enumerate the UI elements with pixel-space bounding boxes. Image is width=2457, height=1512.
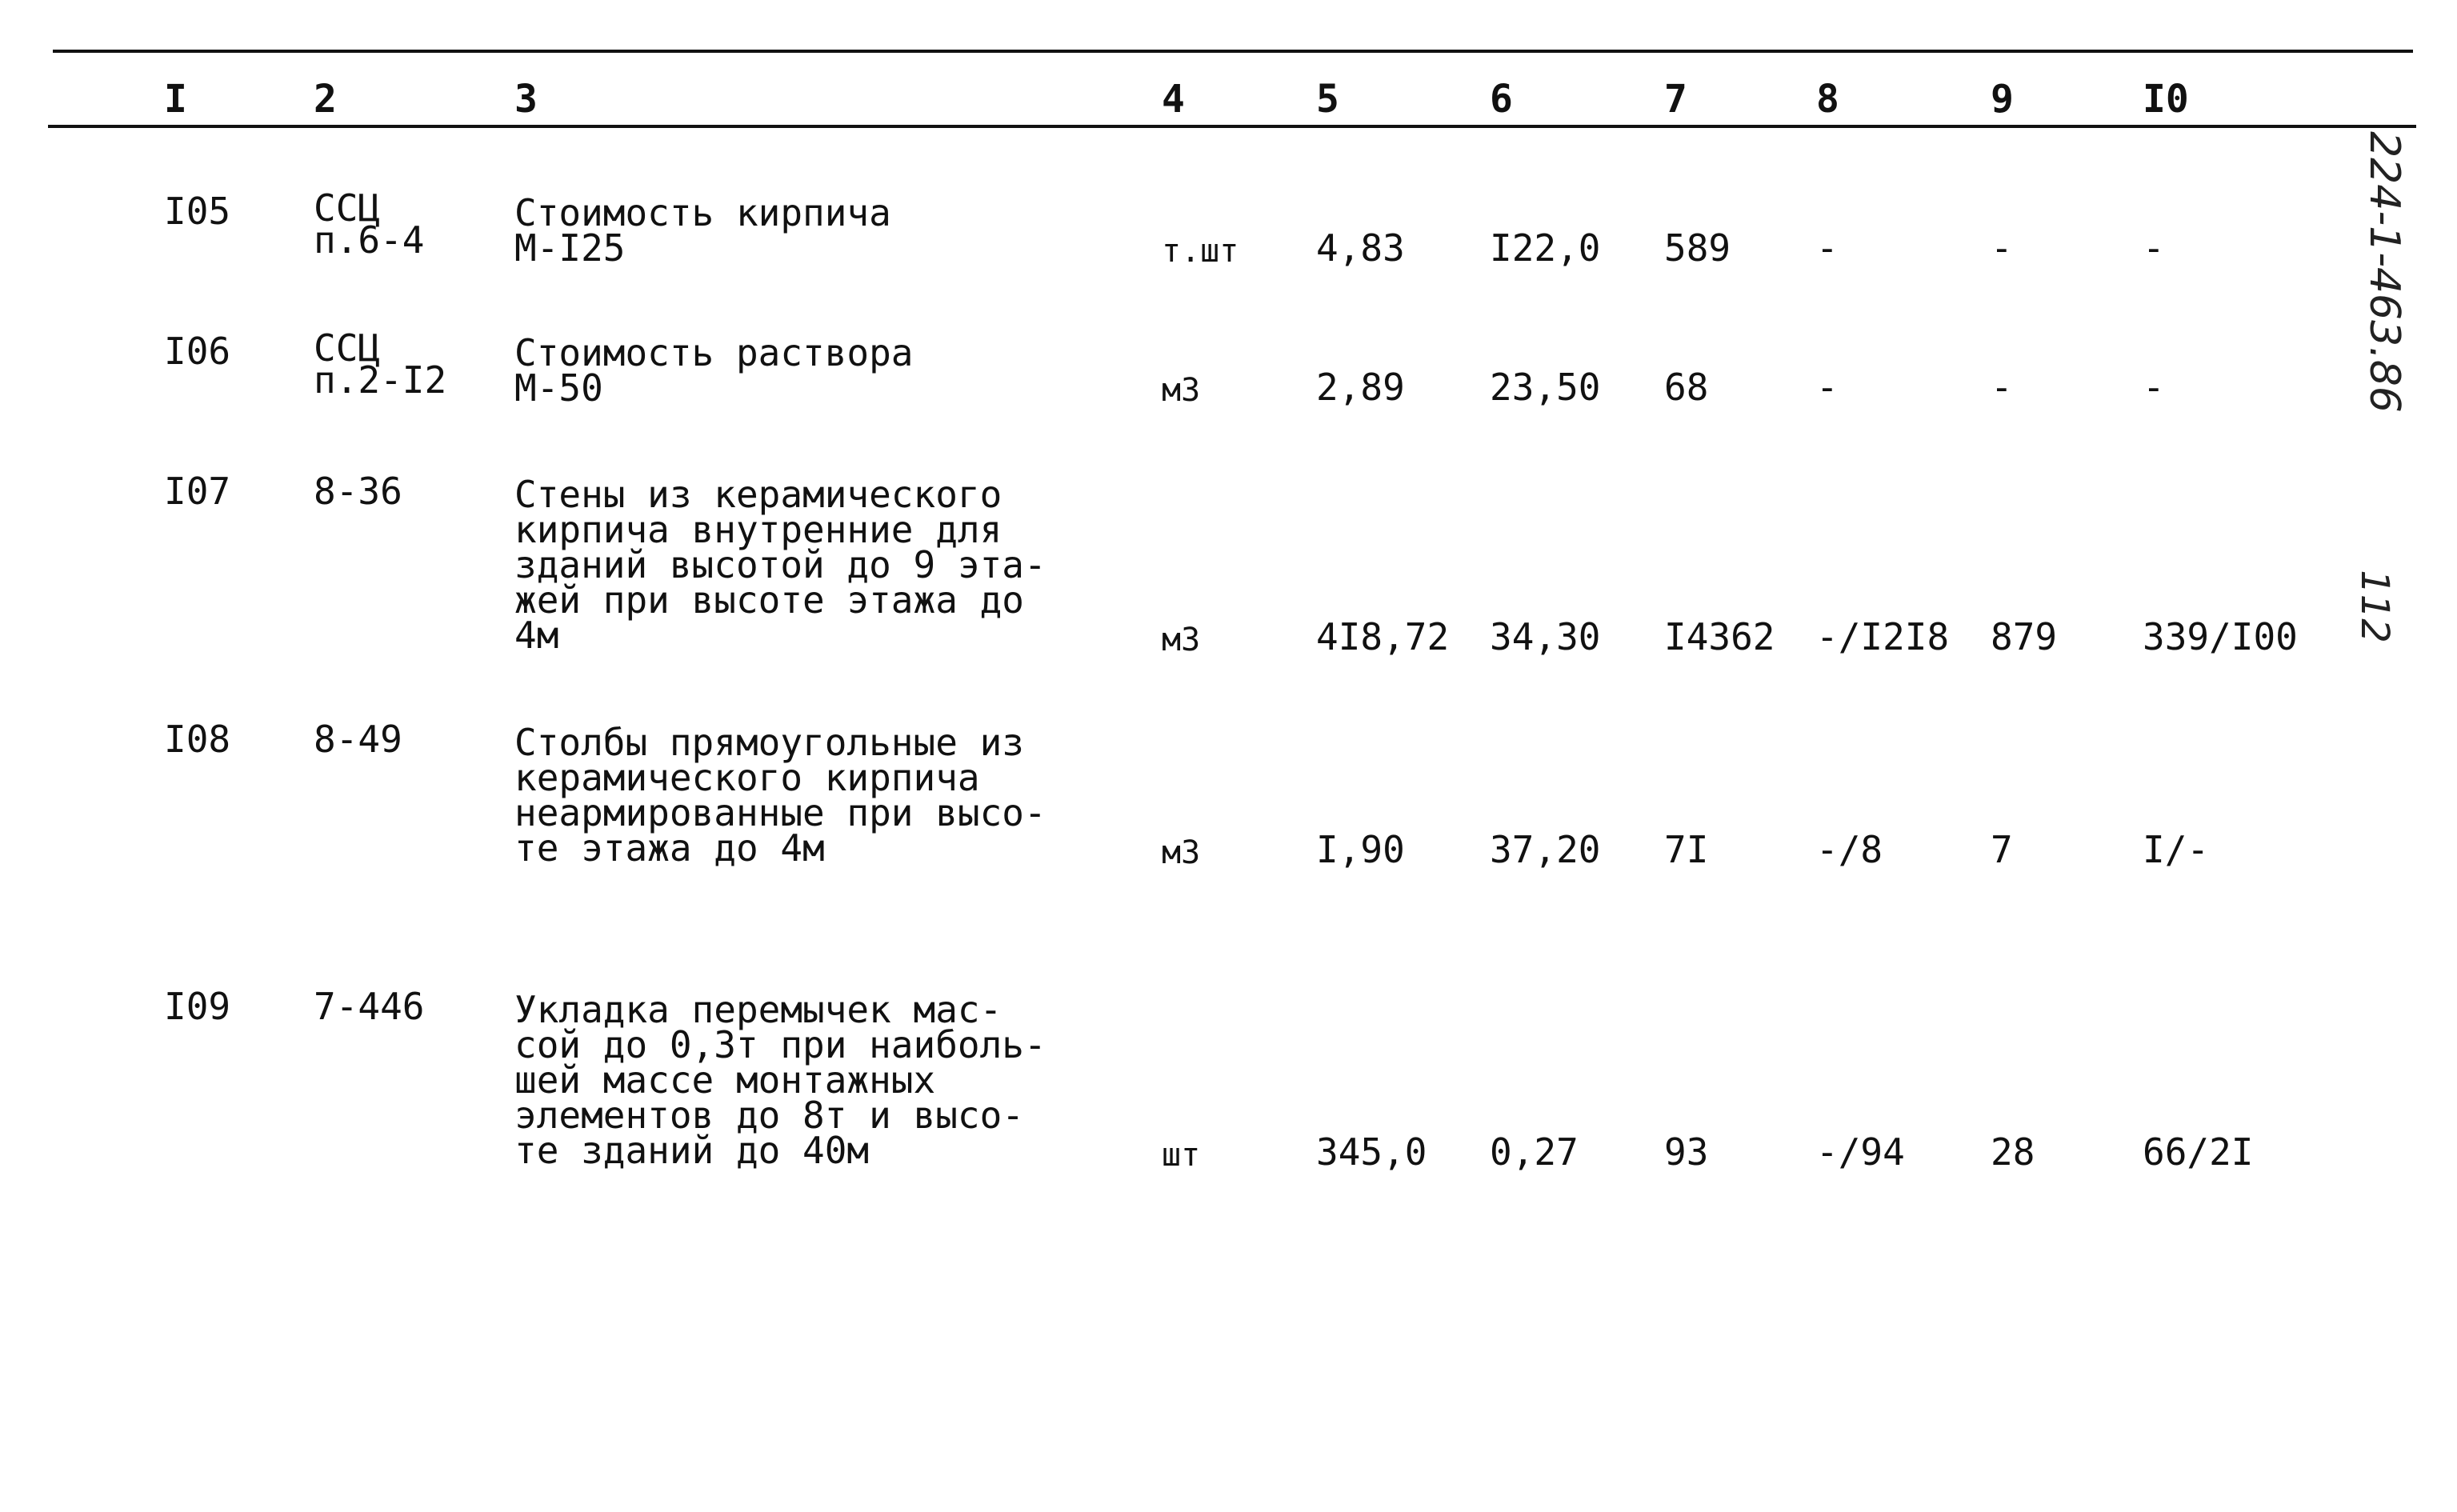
column-header-3: 3 xyxy=(514,77,538,122)
row-code: ССЦ п.6-4 xyxy=(314,186,425,262)
row-quantity: 345,0 xyxy=(1316,1130,1427,1174)
row-description: Укладка перемычек мас- сой до 0,3т при наиболь- шей массе монтажных элементов до 8т и высо- те зданий до 40м xyxy=(514,988,1046,1172)
row-col8: - xyxy=(1816,226,1839,270)
row-col9: 879 xyxy=(1991,615,2058,658)
row-total: 589 xyxy=(1664,226,1731,270)
row-col9: 7 xyxy=(1991,828,2013,871)
row-col8: -/94 xyxy=(1816,1130,1905,1174)
row-quantity: 2,89 xyxy=(1316,366,1405,409)
row-total: 7I xyxy=(1664,828,1709,871)
row-number: I09 xyxy=(164,985,231,1028)
row-col10: 66/2I xyxy=(2143,1130,2254,1174)
column-header-6: 6 xyxy=(1490,77,1513,122)
row-number: I05 xyxy=(164,190,231,233)
column-header-9: 9 xyxy=(1991,77,2014,122)
row-col10: 339/I00 xyxy=(2143,615,2298,658)
row-code: ССЦ п.2-I2 xyxy=(314,326,447,402)
page-number: 112 xyxy=(2351,570,2397,643)
row-col10: - xyxy=(2143,226,2165,270)
column-header-7: 7 xyxy=(1664,77,1687,122)
row-col8: - xyxy=(1816,366,1839,409)
row-price: 34,30 xyxy=(1490,615,1601,658)
top-rule xyxy=(53,50,2413,53)
row-price: I22,0 xyxy=(1490,226,1601,270)
column-header-5: 5 xyxy=(1316,77,1339,122)
row-price: 0,27 xyxy=(1490,1130,1579,1174)
row-col10: I/- xyxy=(2143,828,2210,871)
row-description: Стены из керамического кирпича внутренние для зданий высотой до 9 эта- жей при высоте этажа до 4м xyxy=(514,473,1046,657)
row-price: 37,20 xyxy=(1490,828,1601,871)
column-header-4: 4 xyxy=(1162,77,1185,122)
row-number: I06 xyxy=(164,330,231,373)
row-description: Стоимость кирпича М-I25 xyxy=(514,191,891,270)
margin-document-code: 224-1-463.86 xyxy=(2360,131,2408,413)
column-header-1: I xyxy=(164,77,187,122)
row-col8: -/I2I8 xyxy=(1816,615,1950,658)
column-header-2: 2 xyxy=(314,77,337,122)
row-number: I08 xyxy=(164,718,231,761)
row-description: Столбы прямоугольные из керамического кирпича неармированные при высо- те этажа до 4м xyxy=(514,721,1046,870)
row-code: 7-446 xyxy=(314,985,425,1028)
row-number: I07 xyxy=(164,470,231,513)
row-total: 93 xyxy=(1664,1130,1709,1174)
row-col9: - xyxy=(1991,226,2013,270)
row-unit: т.шт xyxy=(1162,233,1239,270)
row-code: 8-36 xyxy=(314,470,402,513)
column-header-8: 8 xyxy=(1816,77,1839,122)
row-code: 8-49 xyxy=(314,718,402,761)
row-total: 68 xyxy=(1664,366,1709,409)
row-unit: м3 xyxy=(1162,834,1201,871)
row-quantity: 4,83 xyxy=(1316,226,1405,270)
row-quantity: I,90 xyxy=(1316,828,1405,871)
row-col8: -/8 xyxy=(1816,828,1883,871)
row-description: Стоимость раствора М-50 xyxy=(514,331,914,410)
row-col9: 28 xyxy=(1991,1130,2035,1174)
header-rule xyxy=(48,125,2416,128)
row-unit: шт xyxy=(1162,1137,1201,1174)
row-quantity: 4I8,72 xyxy=(1316,615,1450,658)
row-unit: м3 xyxy=(1162,372,1201,409)
row-price: 23,50 xyxy=(1490,366,1601,409)
row-col10: - xyxy=(2143,366,2165,409)
row-col9: - xyxy=(1991,366,2013,409)
row-unit: м3 xyxy=(1162,622,1201,658)
row-total: I4362 xyxy=(1664,615,1775,658)
column-header-10: I0 xyxy=(2143,77,2189,122)
